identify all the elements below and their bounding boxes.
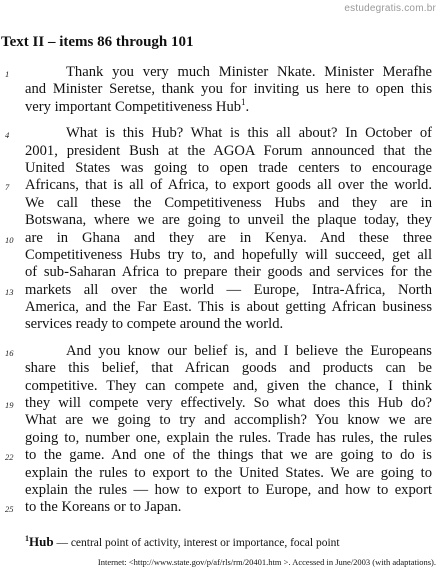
line-number: 13 — [5, 286, 14, 297]
line-text-content: Thank you very much Minister Nkate. Minister Merafhe — [66, 64, 432, 80]
line-text-content: of sub-Saharan Africa to prepare their goods and services for the — [25, 264, 432, 281]
line-text — [25, 195, 432, 212]
line-text — [25, 499, 432, 516]
passage-line — [25, 160, 432, 177]
site-watermark: estudegratis.com.br — [344, 3, 436, 14]
passage-line — [25, 96, 432, 116]
paragraph-gap — [25, 116, 432, 125]
line-text — [25, 264, 432, 281]
line-text — [25, 465, 432, 482]
line-text — [25, 360, 432, 377]
line-text — [25, 482, 432, 499]
line-text-content: What is this Hub? What is this all about? In October of — [66, 125, 432, 142]
line-text — [25, 430, 432, 447]
passage-line — [5, 229, 432, 247]
passage-line — [5, 499, 432, 516]
passage-line — [25, 360, 432, 377]
line-text — [25, 212, 432, 229]
line-text-content: explain the rules to export to the United States. We are going to — [25, 464, 432, 481]
passage-line — [25, 465, 432, 482]
line-text-content: America, and the Far East. This is about getting African business — [25, 299, 432, 316]
line-text-content: share this belief, that African goods and products can be — [25, 360, 432, 377]
line-text-content: Competitiveness Hubs try to, and hopefully will succeed, get all — [25, 246, 432, 263]
line-text-content: And you know our belief is, and I believe the Europeans — [66, 342, 432, 359]
line-number: 19 — [5, 400, 14, 411]
line-number: 1 — [5, 69, 10, 79]
passage-line — [25, 378, 432, 395]
footnote — [25, 534, 340, 550]
line-text-content: Africans, that is all of Africa, to export goods all over the world. — [25, 177, 432, 194]
line-text-content: they will compete very effectively. So what does this Hub do? — [25, 395, 432, 412]
line-text — [25, 230, 432, 247]
line-text — [25, 160, 432, 177]
footnote-term: Hub — [29, 534, 54, 549]
line-text — [25, 299, 432, 316]
line-text — [25, 177, 432, 194]
text-heading: Text II – items 86 through 101 — [1, 34, 194, 50]
line-text — [25, 378, 432, 395]
passage-line — [25, 412, 432, 429]
passage-line — [25, 482, 432, 499]
paragraph-gap — [25, 334, 432, 343]
line-text-content: very important Competitiveness Hub — [25, 98, 242, 115]
line-text-content: Botswana, where we are going to unveil the plaque today, they — [25, 212, 432, 229]
passage-line — [5, 177, 432, 194]
footnote-reference: 1 — [241, 96, 246, 107]
line-text-content: What are we going to try and accomplish? You know we are — [25, 412, 432, 429]
line-text-content: explain the rules — how to export to Europe, and how to export — [25, 481, 432, 498]
passage-line — [5, 342, 432, 360]
line-text-content: are in Ghana and they are in Kenya. And these three — [25, 229, 432, 246]
line-text-content: United States was going to open trade centers to encourage — [25, 159, 432, 176]
line-text — [25, 316, 432, 333]
passage-line — [5, 281, 432, 299]
line-text-content: We call these the Competitiveness Hubs and they are in — [25, 194, 432, 211]
passage-line — [25, 247, 432, 264]
line-text — [25, 64, 432, 81]
line-number: 16 — [5, 347, 14, 358]
passage-line — [5, 395, 432, 412]
footnote-definition: — central point of activity, interest or importance, focal point — [53, 537, 340, 549]
passage-line — [5, 125, 432, 142]
line-text — [25, 412, 432, 429]
line-number: 25 — [5, 504, 14, 515]
line-text — [25, 96, 432, 116]
line-text-content: markets all over the world — Europe, Intra-Africa, North — [25, 281, 432, 298]
passage-line — [25, 299, 432, 316]
passage-line — [25, 212, 432, 229]
line-text — [25, 395, 432, 412]
passage-line — [25, 195, 432, 212]
passage-body — [5, 64, 432, 517]
passage-line — [25, 430, 432, 447]
line-text-content: to the Koreans or to Japan. — [25, 499, 182, 516]
line-text-content: services ready to compete around the world. — [25, 316, 284, 333]
line-text-content: to the game. And one of the things that we are going to do is — [25, 447, 432, 464]
passage-line — [25, 316, 432, 333]
passage-line — [5, 447, 432, 464]
passage-line — [25, 143, 432, 160]
footnote-marker: 1 — [25, 534, 29, 544]
line-text — [25, 282, 432, 299]
line-text-tail: . — [245, 98, 250, 115]
line-text-content: and Minister Seretse, thank you for inviting us here to open this — [25, 81, 432, 98]
line-number: 7 — [5, 182, 10, 193]
line-text-content: competitive. They can compete and, given the chance, I think — [25, 377, 432, 394]
line-number: 4 — [5, 130, 10, 141]
passage-line — [25, 264, 432, 281]
line-number: 10 — [5, 234, 14, 245]
passage-line — [5, 64, 432, 81]
line-text-content: 2001, president Bush at the AGOA Forum announced that the — [25, 142, 432, 159]
line-text-content: going to, number one, explain the rules. Trade has rules, the rules — [25, 429, 432, 446]
source-citation: Internet: <http://www.state.gov/p/af/rls/rm/20401.htm >. Accessed in June/2003 (with adaptations). — [97, 557, 436, 567]
line-text — [25, 343, 432, 360]
line-text — [25, 447, 432, 464]
passage-line — [25, 81, 432, 98]
line-text — [25, 81, 432, 98]
line-number: 22 — [5, 452, 14, 463]
line-text — [25, 143, 432, 160]
line-text — [25, 125, 432, 142]
line-text — [25, 247, 432, 264]
